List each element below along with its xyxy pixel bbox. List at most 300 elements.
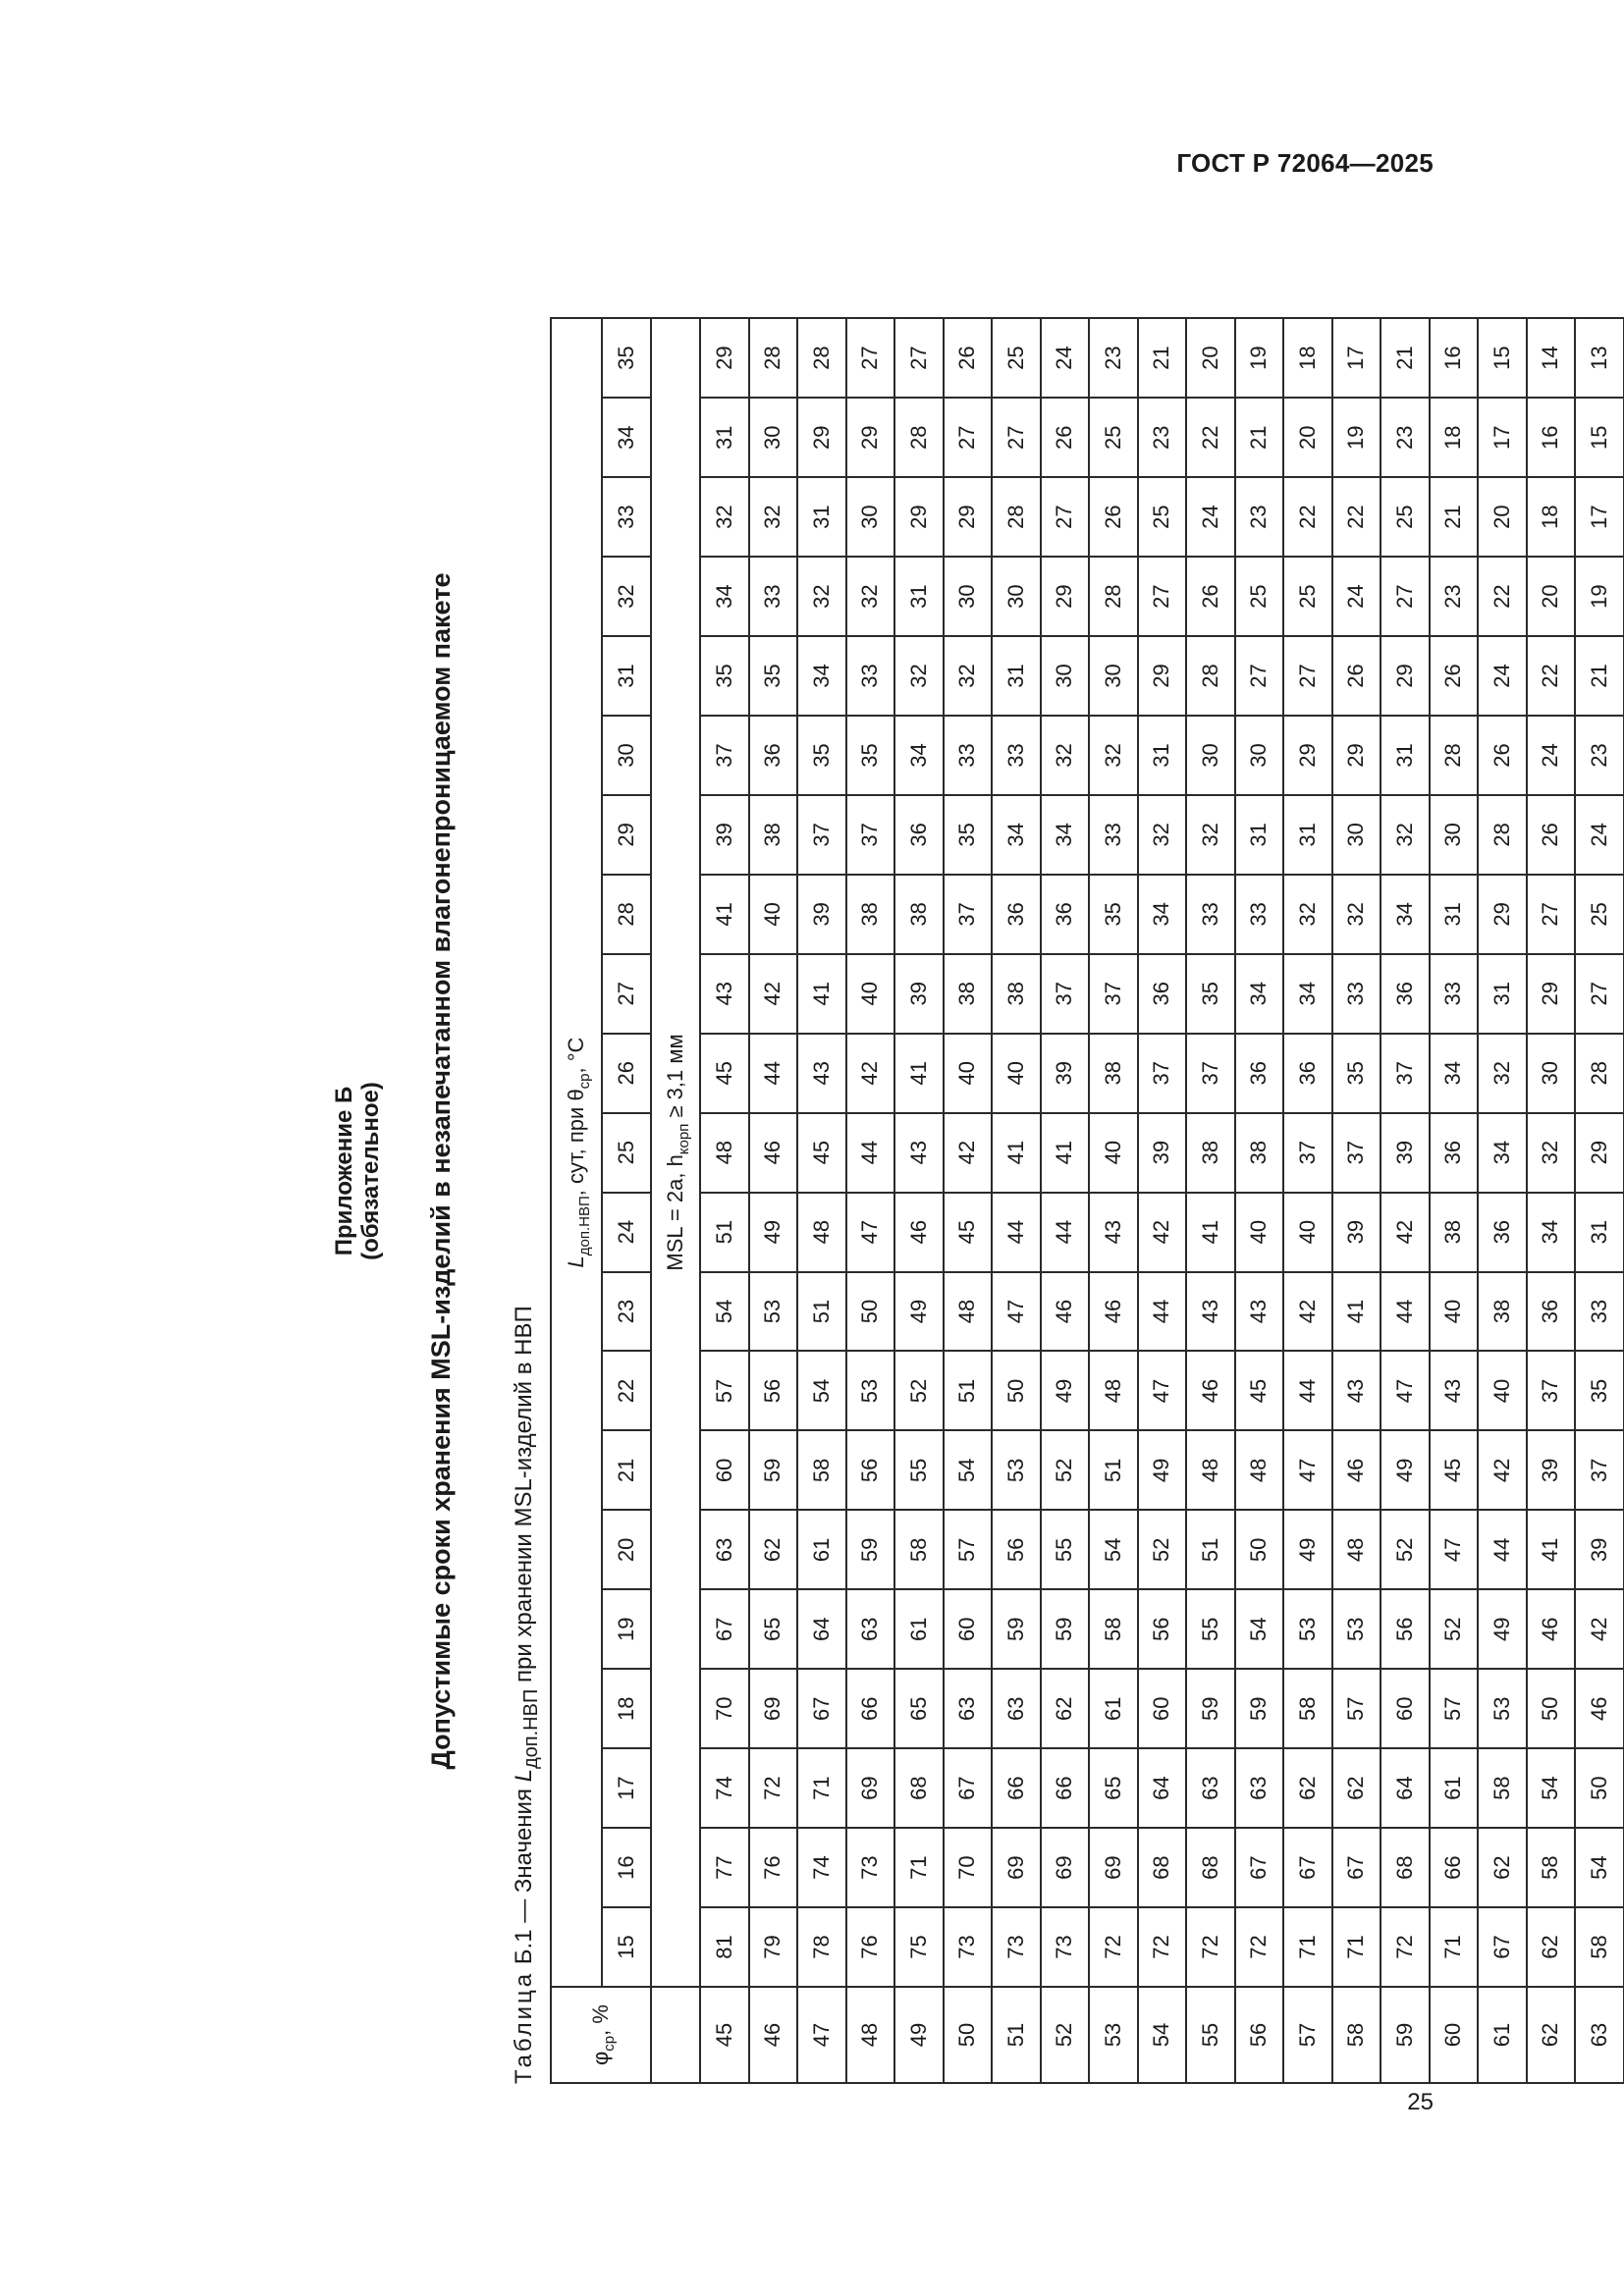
value-cell: 52 bbox=[1430, 1589, 1479, 1669]
value-cell: 46 bbox=[1527, 1589, 1576, 1669]
msl-band-row bbox=[651, 318, 700, 2083]
value-cell: 17 bbox=[1575, 477, 1624, 557]
value-cell: 34 bbox=[1235, 954, 1284, 1034]
value-cell: 28 bbox=[1478, 795, 1527, 875]
value-cell: 42 bbox=[1283, 1272, 1332, 1352]
humidity-cell: 49 bbox=[894, 1987, 944, 2083]
value-cell: 64 bbox=[1380, 1748, 1430, 1828]
value-cell: 44 bbox=[1138, 1272, 1187, 1352]
value-cell: 72 bbox=[1235, 1907, 1284, 1987]
value-cell: 72 bbox=[749, 1748, 798, 1828]
value-cell: 56 bbox=[749, 1352, 798, 1431]
value-cell: 43 bbox=[700, 954, 749, 1034]
value-cell: 22 bbox=[1478, 557, 1527, 636]
value-cell: 32 bbox=[1089, 716, 1138, 795]
value-cell: 41 bbox=[700, 875, 749, 954]
value-cell: 63 bbox=[846, 1589, 895, 1669]
value-cell: 36 bbox=[992, 875, 1041, 954]
value-cell: 36 bbox=[1430, 1113, 1479, 1193]
value-cell: 36 bbox=[1235, 1034, 1284, 1113]
value-cell: 67 bbox=[944, 1748, 993, 1828]
value-cell: 42 bbox=[944, 1113, 993, 1193]
value-cell: 62 bbox=[1332, 1748, 1381, 1828]
value-cell: 58 bbox=[1283, 1669, 1332, 1748]
value-cell: 26 bbox=[1089, 477, 1138, 557]
value-cell: 28 bbox=[1186, 636, 1235, 716]
value-cell: 59 bbox=[1186, 1669, 1235, 1748]
value-cell: 24 bbox=[1041, 318, 1090, 398]
humidity-symbol: φ bbox=[588, 2051, 613, 2065]
value-cell: 59 bbox=[1041, 1589, 1090, 1669]
humidity-cell: 52 bbox=[1041, 1987, 1090, 2083]
value-cell: 32 bbox=[797, 557, 846, 636]
value-cell: 70 bbox=[944, 1828, 993, 1907]
humidity-cell: 61 bbox=[1478, 1987, 1527, 2083]
value-cell: 37 bbox=[1527, 1352, 1576, 1431]
temperature-header-cell: 26 bbox=[602, 1034, 651, 1113]
value-cell: 21 bbox=[1380, 318, 1430, 398]
value-cell: 57 bbox=[1332, 1669, 1381, 1748]
value-cell: 20 bbox=[1478, 477, 1527, 557]
value-cell: 32 bbox=[1380, 795, 1430, 875]
value-cell: 32 bbox=[1041, 716, 1090, 795]
humidity-cell: 54 bbox=[1138, 1987, 1187, 2083]
value-cell: 44 bbox=[1478, 1510, 1527, 1589]
value-cell: 37 bbox=[1575, 1430, 1624, 1510]
temperature-header-cell: 30 bbox=[602, 716, 651, 795]
value-cell: 46 bbox=[1041, 1272, 1090, 1352]
value-cell: 60 bbox=[700, 1430, 749, 1510]
value-cell: 44 bbox=[1380, 1272, 1430, 1352]
value-cell: 15 bbox=[1575, 398, 1624, 477]
value-cell: 59 bbox=[992, 1589, 1041, 1669]
value-cell: 35 bbox=[944, 795, 993, 875]
value-cell: 61 bbox=[797, 1510, 846, 1589]
value-cell: 16 bbox=[1430, 318, 1479, 398]
value-cell: 49 bbox=[1283, 1510, 1332, 1589]
document-code: ГОСТ Р 72064—2025 bbox=[1176, 148, 1434, 178]
value-cell: 30 bbox=[944, 557, 993, 636]
value-cell: 36 bbox=[1478, 1193, 1527, 1272]
value-cell: 15 bbox=[1478, 318, 1527, 398]
value-cell: 61 bbox=[1430, 1748, 1479, 1828]
value-cell: 27 bbox=[1380, 557, 1430, 636]
value-cell: 37 bbox=[1186, 1034, 1235, 1113]
value-cell: 31 bbox=[1138, 716, 1187, 795]
value-cell: 47 bbox=[1380, 1352, 1430, 1431]
value-cell: 25 bbox=[1138, 477, 1187, 557]
value-cell: 38 bbox=[749, 795, 798, 875]
value-cell: 68 bbox=[894, 1748, 944, 1828]
value-cell: 38 bbox=[1186, 1113, 1235, 1193]
band-empty-cell bbox=[651, 1987, 700, 2083]
value-cell: 42 bbox=[749, 954, 798, 1034]
value-cell: 36 bbox=[894, 795, 944, 875]
value-cell: 53 bbox=[1283, 1589, 1332, 1669]
value-cell: 49 bbox=[1138, 1430, 1187, 1510]
value-cell: 45 bbox=[797, 1113, 846, 1193]
value-cell: 49 bbox=[1380, 1430, 1430, 1510]
value-cell: 36 bbox=[1527, 1272, 1576, 1352]
value-cell: 34 bbox=[797, 636, 846, 716]
value-cell: 40 bbox=[944, 1034, 993, 1113]
table-row bbox=[1235, 318, 1284, 2083]
value-cell: 72 bbox=[1380, 1907, 1430, 1987]
value-cell: 14 bbox=[1527, 318, 1576, 398]
value-cell: 50 bbox=[992, 1352, 1041, 1431]
value-cell: 46 bbox=[894, 1193, 944, 1272]
humidity-unit: , % bbox=[588, 2004, 613, 2036]
value-cell: 58 bbox=[1575, 1907, 1624, 1987]
value-cell: 56 bbox=[846, 1430, 895, 1510]
value-cell: 30 bbox=[1430, 795, 1479, 875]
temperature-header-cell: 20 bbox=[602, 1510, 651, 1589]
value-cell: 73 bbox=[992, 1907, 1041, 1987]
value-cell: 32 bbox=[1186, 795, 1235, 875]
value-cell: 38 bbox=[846, 875, 895, 954]
table-row bbox=[1332, 318, 1381, 2083]
value-cell: 27 bbox=[846, 318, 895, 398]
value-cell: 23 bbox=[1235, 477, 1284, 557]
value-cell: 59 bbox=[1235, 1669, 1284, 1748]
table-row bbox=[1186, 318, 1235, 2083]
value-cell: 42 bbox=[1138, 1193, 1187, 1272]
value-cell: 62 bbox=[1283, 1748, 1332, 1828]
value-cell: 28 bbox=[1089, 557, 1138, 636]
value-cell: 34 bbox=[1478, 1113, 1527, 1193]
value-cell: 78 bbox=[797, 1907, 846, 1987]
value-cell: 32 bbox=[944, 636, 993, 716]
caption-rest: при хранении MSL-изделий в НВП bbox=[511, 1306, 537, 1689]
value-cell: 30 bbox=[846, 477, 895, 557]
table-row bbox=[1380, 318, 1430, 2083]
value-cell: 33 bbox=[749, 557, 798, 636]
table-header-row bbox=[551, 318, 602, 2083]
value-cell: 65 bbox=[894, 1669, 944, 1748]
value-cell: 49 bbox=[894, 1272, 944, 1352]
value-cell: 52 bbox=[1138, 1510, 1187, 1589]
rotated-page-content bbox=[295, 258, 1611, 2084]
value-cell: 39 bbox=[1332, 1193, 1381, 1272]
value-cell: 37 bbox=[1089, 954, 1138, 1034]
value-cell: 70 bbox=[700, 1669, 749, 1748]
value-cell: 21 bbox=[1575, 636, 1624, 716]
value-cell: 33 bbox=[846, 636, 895, 716]
band-suffix: ≥ 3,1 мм bbox=[663, 1034, 687, 1124]
value-cell: 27 bbox=[1283, 636, 1332, 716]
value-cell: 75 bbox=[894, 1907, 944, 1987]
value-cell: 31 bbox=[1575, 1193, 1624, 1272]
value-cell: 26 bbox=[1478, 716, 1527, 795]
value-cell: 71 bbox=[1332, 1907, 1381, 1987]
value-cell: 34 bbox=[1283, 954, 1332, 1034]
value-cell: 19 bbox=[1332, 398, 1381, 477]
value-cell: 45 bbox=[1430, 1430, 1479, 1510]
table-row bbox=[894, 318, 944, 2083]
value-cell: 32 bbox=[1527, 1113, 1576, 1193]
value-cell: 35 bbox=[797, 716, 846, 795]
value-cell: 29 bbox=[894, 477, 944, 557]
value-cell: 29 bbox=[1332, 716, 1381, 795]
value-cell: 73 bbox=[846, 1828, 895, 1907]
value-cell: 64 bbox=[797, 1589, 846, 1669]
value-cell: 39 bbox=[700, 795, 749, 875]
humidity-cell: 46 bbox=[749, 1987, 798, 2083]
value-cell: 54 bbox=[944, 1430, 993, 1510]
group-mid: , сут, при θ bbox=[564, 1089, 588, 1197]
value-cell: 36 bbox=[749, 716, 798, 795]
table-row bbox=[700, 318, 749, 2083]
value-cell: 74 bbox=[700, 1748, 749, 1828]
value-cell: 32 bbox=[1283, 875, 1332, 954]
temperature-header-cell: 16 bbox=[602, 1828, 651, 1907]
value-cell: 63 bbox=[1235, 1748, 1284, 1828]
value-cell: 32 bbox=[894, 636, 944, 716]
table-row bbox=[1138, 318, 1187, 2083]
value-cell: 23 bbox=[1430, 557, 1479, 636]
value-cell: 38 bbox=[1235, 1113, 1284, 1193]
value-cell: 32 bbox=[1332, 875, 1381, 954]
value-cell: 41 bbox=[894, 1034, 944, 1113]
value-cell: 65 bbox=[1089, 1748, 1138, 1828]
value-cell: 21 bbox=[1430, 477, 1479, 557]
value-cell: 51 bbox=[700, 1193, 749, 1272]
value-cell: 42 bbox=[1380, 1193, 1430, 1272]
value-cell: 37 bbox=[846, 795, 895, 875]
value-cell: 40 bbox=[1478, 1352, 1527, 1431]
value-cell: 39 bbox=[797, 875, 846, 954]
value-cell: 26 bbox=[1041, 398, 1090, 477]
value-cell: 52 bbox=[1041, 1430, 1090, 1510]
value-cell: 48 bbox=[1332, 1510, 1381, 1589]
value-cell: 54 bbox=[797, 1352, 846, 1431]
value-cell: 23 bbox=[1138, 398, 1187, 477]
value-cell: 29 bbox=[1575, 1113, 1624, 1193]
value-cell: 25 bbox=[1575, 875, 1624, 954]
value-cell: 39 bbox=[1138, 1113, 1187, 1193]
annex-heading: Допустимые сроки хранения MSL-изделий в незапечатанном влагонепроницаемом пакете bbox=[426, 572, 456, 1770]
value-cell: 31 bbox=[1380, 716, 1430, 795]
value-cell: 27 bbox=[944, 398, 993, 477]
value-cell: 29 bbox=[1138, 636, 1187, 716]
value-cell: 41 bbox=[992, 1113, 1041, 1193]
value-cell: 33 bbox=[1235, 875, 1284, 954]
value-cell: 41 bbox=[797, 954, 846, 1034]
value-cell: 37 bbox=[1041, 954, 1090, 1034]
value-cell: 69 bbox=[992, 1828, 1041, 1907]
value-cell: 20 bbox=[1186, 318, 1235, 398]
value-cell: 31 bbox=[1478, 954, 1527, 1034]
value-cell: 47 bbox=[1283, 1430, 1332, 1510]
value-cell: 36 bbox=[1380, 954, 1430, 1034]
caption-prefix: Таблица bbox=[511, 1970, 537, 2084]
temperature-header-cell: 21 bbox=[602, 1430, 651, 1510]
value-cell: 57 bbox=[944, 1510, 993, 1589]
value-cell: 31 bbox=[894, 557, 944, 636]
table-row bbox=[1478, 318, 1527, 2083]
value-cell: 47 bbox=[992, 1272, 1041, 1352]
value-cell: 71 bbox=[797, 1748, 846, 1828]
value-cell: 44 bbox=[749, 1034, 798, 1113]
value-cell: 16 bbox=[1527, 398, 1576, 477]
value-cell: 77 bbox=[700, 1828, 749, 1907]
value-cell: 54 bbox=[1235, 1589, 1284, 1669]
value-cell: 33 bbox=[1186, 875, 1235, 954]
table-row bbox=[1041, 318, 1090, 2083]
humidity-cell: 60 bbox=[1430, 1987, 1479, 2083]
value-cell: 20 bbox=[1527, 557, 1576, 636]
humidity-cell: 62 bbox=[1527, 1987, 1576, 2083]
value-cell: 58 bbox=[797, 1430, 846, 1510]
value-cell: 50 bbox=[1235, 1510, 1284, 1589]
value-cell: 33 bbox=[944, 716, 993, 795]
value-cell: 66 bbox=[846, 1669, 895, 1748]
value-cell: 76 bbox=[846, 1907, 895, 1987]
value-cell: 41 bbox=[1186, 1193, 1235, 1272]
value-cell: 56 bbox=[992, 1510, 1041, 1589]
value-cell: 30 bbox=[1235, 716, 1284, 795]
value-cell: 31 bbox=[700, 398, 749, 477]
value-cell: 71 bbox=[1430, 1907, 1479, 1987]
value-cell: 24 bbox=[1575, 795, 1624, 875]
value-cell: 22 bbox=[1527, 636, 1576, 716]
value-cell: 54 bbox=[1089, 1510, 1138, 1589]
value-cell: 44 bbox=[846, 1113, 895, 1193]
value-cell: 42 bbox=[1575, 1589, 1624, 1669]
value-cell: 33 bbox=[992, 716, 1041, 795]
value-cell: 58 bbox=[1478, 1748, 1527, 1828]
value-cell: 39 bbox=[1527, 1430, 1576, 1510]
temperature-header-cell: 25 bbox=[602, 1113, 651, 1193]
value-cell: 34 bbox=[1527, 1193, 1576, 1272]
table-row bbox=[1430, 318, 1479, 2083]
humidity-cell: 59 bbox=[1380, 1987, 1430, 2083]
value-cell: 34 bbox=[894, 716, 944, 795]
value-cell: 53 bbox=[992, 1430, 1041, 1510]
value-cell: 54 bbox=[1527, 1748, 1576, 1828]
value-cell: 45 bbox=[944, 1193, 993, 1272]
value-cell: 23 bbox=[1089, 318, 1138, 398]
temperature-header-cell: 34 bbox=[602, 398, 651, 477]
value-cell: 68 bbox=[1186, 1828, 1235, 1907]
value-cell: 40 bbox=[749, 875, 798, 954]
value-cell: 46 bbox=[749, 1113, 798, 1193]
value-cell: 72 bbox=[1089, 1907, 1138, 1987]
value-cell: 27 bbox=[894, 318, 944, 398]
annex-title: Приложение Б bbox=[331, 1086, 357, 1256]
value-cell: 44 bbox=[1041, 1193, 1090, 1272]
value-cell: 22 bbox=[1332, 477, 1381, 557]
value-cell: 54 bbox=[1575, 1828, 1624, 1907]
table-row bbox=[1575, 318, 1624, 2083]
value-cell: 35 bbox=[749, 636, 798, 716]
value-cell: 21 bbox=[1235, 398, 1284, 477]
value-cell: 51 bbox=[944, 1352, 993, 1431]
temperature-header-cell: 33 bbox=[602, 477, 651, 557]
value-cell: 35 bbox=[846, 716, 895, 795]
value-cell: 35 bbox=[700, 636, 749, 716]
humidity-cell: 58 bbox=[1332, 1987, 1381, 2083]
value-cell: 21 bbox=[1138, 318, 1187, 398]
value-cell: 24 bbox=[1332, 557, 1381, 636]
value-cell: 40 bbox=[1089, 1113, 1138, 1193]
value-cell: 71 bbox=[894, 1828, 944, 1907]
value-cell: 28 bbox=[1575, 1034, 1624, 1113]
value-cell: 42 bbox=[846, 1034, 895, 1113]
value-cell: 65 bbox=[749, 1589, 798, 1669]
value-cell: 49 bbox=[1478, 1589, 1527, 1669]
value-cell: 62 bbox=[1041, 1669, 1090, 1748]
value-cell: 40 bbox=[1283, 1193, 1332, 1272]
value-cell: 25 bbox=[1235, 557, 1284, 636]
humidity-cell: 53 bbox=[1089, 1987, 1138, 2083]
value-cell: 22 bbox=[1186, 398, 1235, 477]
value-cell: 22 bbox=[1283, 477, 1332, 557]
value-cell: 36 bbox=[1283, 1034, 1332, 1113]
temperature-header-cell: 29 bbox=[602, 795, 651, 875]
msl-band bbox=[651, 318, 700, 1987]
value-cell: 48 bbox=[1089, 1352, 1138, 1431]
table-row bbox=[1527, 318, 1576, 2083]
humidity-cell: 63 bbox=[1575, 1987, 1624, 2083]
value-cell: 72 bbox=[1138, 1907, 1187, 1987]
value-cell: 72 bbox=[1186, 1907, 1235, 1987]
value-cell: 36 bbox=[1138, 954, 1187, 1034]
value-cell: 58 bbox=[1527, 1828, 1576, 1907]
value-cell: 32 bbox=[749, 477, 798, 557]
value-cell: 63 bbox=[944, 1669, 993, 1748]
value-cell: 46 bbox=[1089, 1272, 1138, 1352]
value-cell: 41 bbox=[1332, 1272, 1381, 1352]
value-cell: 53 bbox=[1478, 1669, 1527, 1748]
value-cell: 35 bbox=[1332, 1034, 1381, 1113]
value-cell: 35 bbox=[1089, 875, 1138, 954]
value-cell: 58 bbox=[1089, 1589, 1138, 1669]
value-cell: 23 bbox=[1575, 716, 1624, 795]
temperature-header-cell: 18 bbox=[602, 1669, 651, 1748]
value-cell: 29 bbox=[797, 398, 846, 477]
humidity-cell: 48 bbox=[846, 1987, 895, 2083]
value-cell: 44 bbox=[1283, 1352, 1332, 1431]
value-cell: 36 bbox=[1041, 875, 1090, 954]
humidity-cell: 55 bbox=[1186, 1987, 1235, 2083]
table-row bbox=[1089, 318, 1138, 2083]
value-cell: 60 bbox=[944, 1589, 993, 1669]
caption-symbol: L bbox=[511, 1769, 537, 1783]
value-cell: 81 bbox=[700, 1907, 749, 1987]
value-cell: 43 bbox=[1089, 1193, 1138, 1272]
value-cell: 64 bbox=[1138, 1748, 1187, 1828]
value-cell: 67 bbox=[700, 1589, 749, 1669]
value-cell: 27 bbox=[992, 398, 1041, 477]
temperature-header-cell: 23 bbox=[602, 1272, 651, 1352]
value-cell: 37 bbox=[1380, 1034, 1430, 1113]
value-cell: 49 bbox=[749, 1193, 798, 1272]
table-row bbox=[1283, 318, 1332, 2083]
temperature-header-cell: 19 bbox=[602, 1589, 651, 1669]
value-cell: 48 bbox=[797, 1193, 846, 1272]
value-cell: 30 bbox=[1186, 716, 1235, 795]
value-cell: 32 bbox=[1138, 795, 1187, 875]
value-cell: 25 bbox=[1089, 398, 1138, 477]
value-cell: 66 bbox=[1041, 1748, 1090, 1828]
value-cell: 34 bbox=[992, 795, 1041, 875]
value-cell: 31 bbox=[992, 636, 1041, 716]
value-cell: 29 bbox=[1478, 875, 1527, 954]
value-cell: 32 bbox=[846, 557, 895, 636]
value-cell: 48 bbox=[1235, 1430, 1284, 1510]
value-cell: 40 bbox=[992, 1034, 1041, 1113]
